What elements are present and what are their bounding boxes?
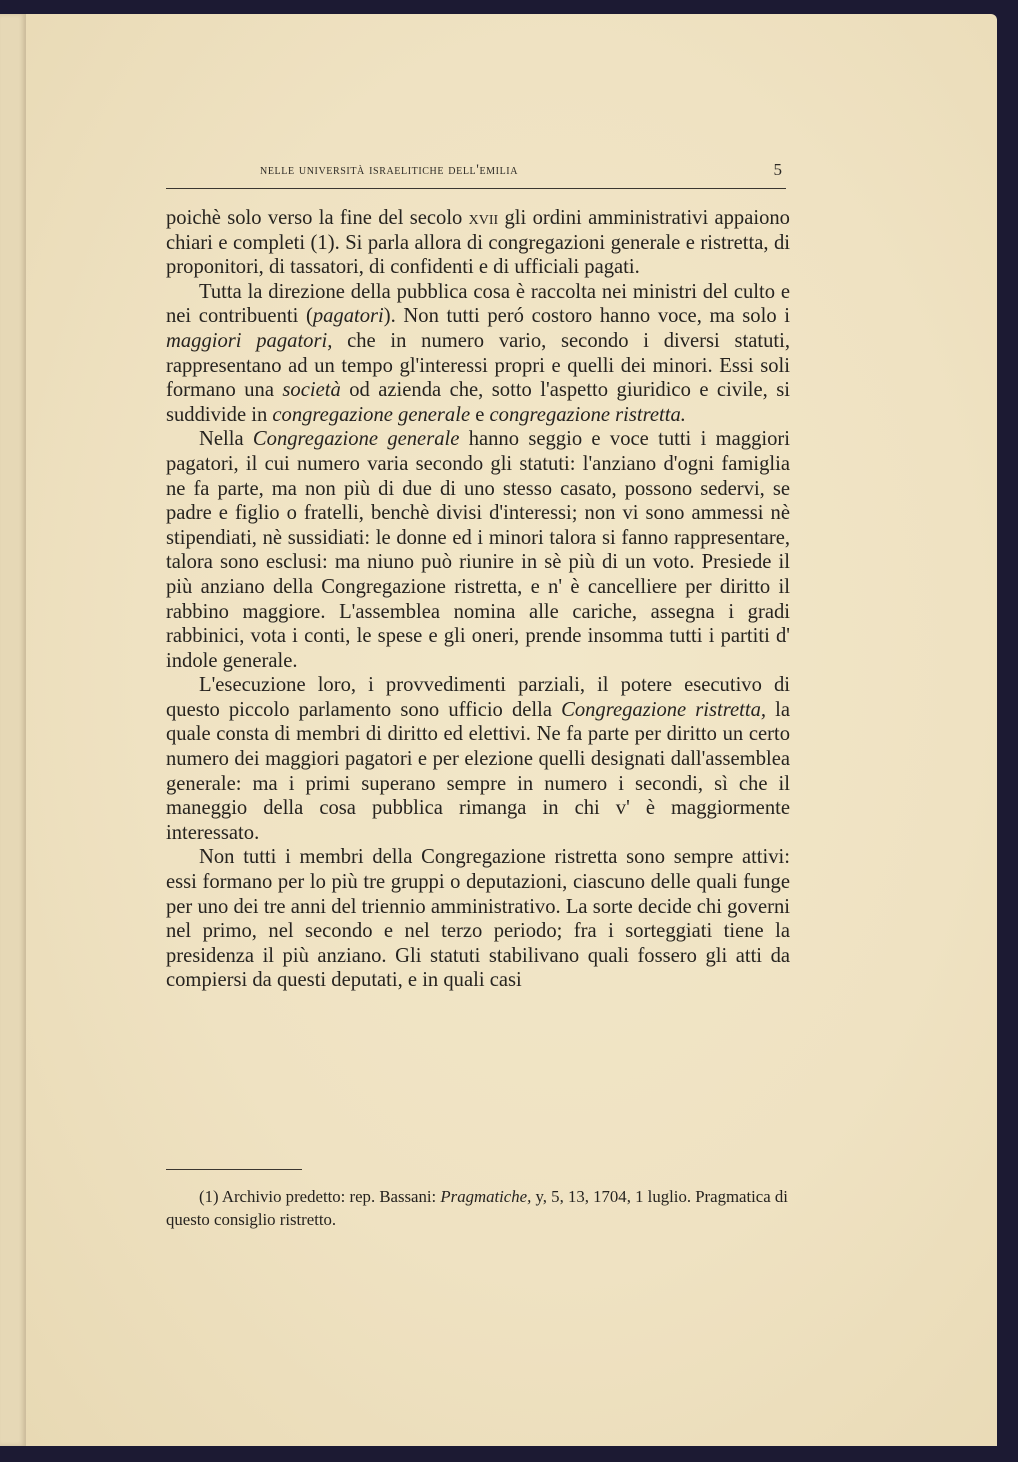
page-number: 5 [773, 160, 782, 179]
text-segment: e [470, 403, 490, 426]
text-segment: L'esecuzione loro, i provvedimenti parziali, il potere esecutivo di questo piccolo parlamento sono ufficio della [166, 674, 790, 721]
text-segment: (1) Archivio predetto: rep. Bassani: [199, 1187, 441, 1206]
italic-text: Congregazione generale [252, 428, 460, 451]
italic-text: pagatori [312, 305, 384, 328]
text-segment: Nella [199, 428, 253, 451]
paragraph [166, 280, 790, 428]
footnotes [166, 1186, 806, 1231]
text-segment: hanno seggio e voce tutti i maggiori pagatori, il cui numero varia secondo gli statuti: l'anziano d'ogni famiglia ne fa parte, ma non più di due di uno stesso casato, possono sedervi, se padre e figlio o fratelli, benchè divisi d'interessi; non vi sono ammessi nè stipendiati, nè sussidiati: le donne ed i minori talora si fanno rappresentare, talora sono esclusi: ma niuno può riunire in sè più di un voto. Presiede il più anziano della Congregazione ristretta, e n' è cancelliere per diritto il rabbino maggiore. L'assemblea nomina alle cariche, assegna i gradi rabbinici, vota i conti, le spese e gli oneri, prende insomma tutti i partiti d' indole generale. [166, 428, 790, 672]
running-title: nelle università israelitiche dell'emilia [260, 162, 519, 178]
text-segment: y, 5, 13, 1704, 1 luglio. Pragmatica di questo consiglio ristretto. [166, 1187, 788, 1229]
footnote [166, 1186, 806, 1231]
italic-text: società [282, 379, 341, 402]
text-segment: ). Non tutti peró costoro hanno voce, ma solo i [383, 305, 790, 328]
italic-text: congregazione ristretta. [489, 403, 686, 426]
paragraph [166, 673, 790, 845]
smallcaps-text: xvii [468, 207, 499, 229]
body-text [166, 206, 790, 993]
footnote-separator [166, 1169, 302, 1170]
italic-text: congregazione generale [272, 403, 471, 426]
text-segment: od azienda che, sotto l'aspetto giuridico e civile, si suddivide in [166, 379, 791, 426]
paragraph [166, 206, 790, 280]
text-segment: Non tutti i membri della Congregazione ristretta sono sempre attivi: essi formano per lo più tre gruppi o deputazioni, ciascuno delle quali funge per uno dei tre anni del triennio amministrativo. La sorte decide chi governi nel primo, nel secondo e nel terzo periodo; fra i sorteggiati tiene la presidenza il più anziano. Gli statuti stabilivano quali fossero gli atti da compiersi da questi deputati, e in quali casi [166, 846, 790, 992]
text-segment: che in numero vario, secondo i diversi statuti, rappresentano ad un tempo gl'interessi propri e quelli dei minori. Essi soli formano una [166, 329, 790, 402]
text-segment: poichè solo verso la fine del secolo [166, 207, 469, 229]
previous-page-edge [0, 14, 28, 1446]
text-segment: Tutta la direzione della pubblica cosa è raccolta nei ministri del culto e nei contribuenti ( [166, 280, 790, 328]
running-header [166, 158, 786, 189]
text-segment: gli ordini amministrativi appaiono chiari e completi (1). Si parla allora di congregazioni generale e ristretta, di proponitori, di tassatori, di confidenti e di ufficiali pagati. [166, 207, 790, 279]
text-segment: la quale consta di membri di diritto ed elettivi. Ne fa parte per diritto un certo numero dei maggiori pagatori e per elezione quelli designati dall'assemblea generale: ma i primi superano sempre in numero i secondi, sì che il maneggio della cosa pubblica rimanga in chi v' è maggiormente interessato. [166, 698, 790, 844]
italic-text: maggiori pagatori, [166, 329, 333, 352]
paragraph [166, 427, 790, 673]
italic-text: Congregazione ristretta, [561, 698, 767, 721]
italic-text: Pragmatiche, [440, 1187, 532, 1206]
paragraph [166, 845, 790, 993]
